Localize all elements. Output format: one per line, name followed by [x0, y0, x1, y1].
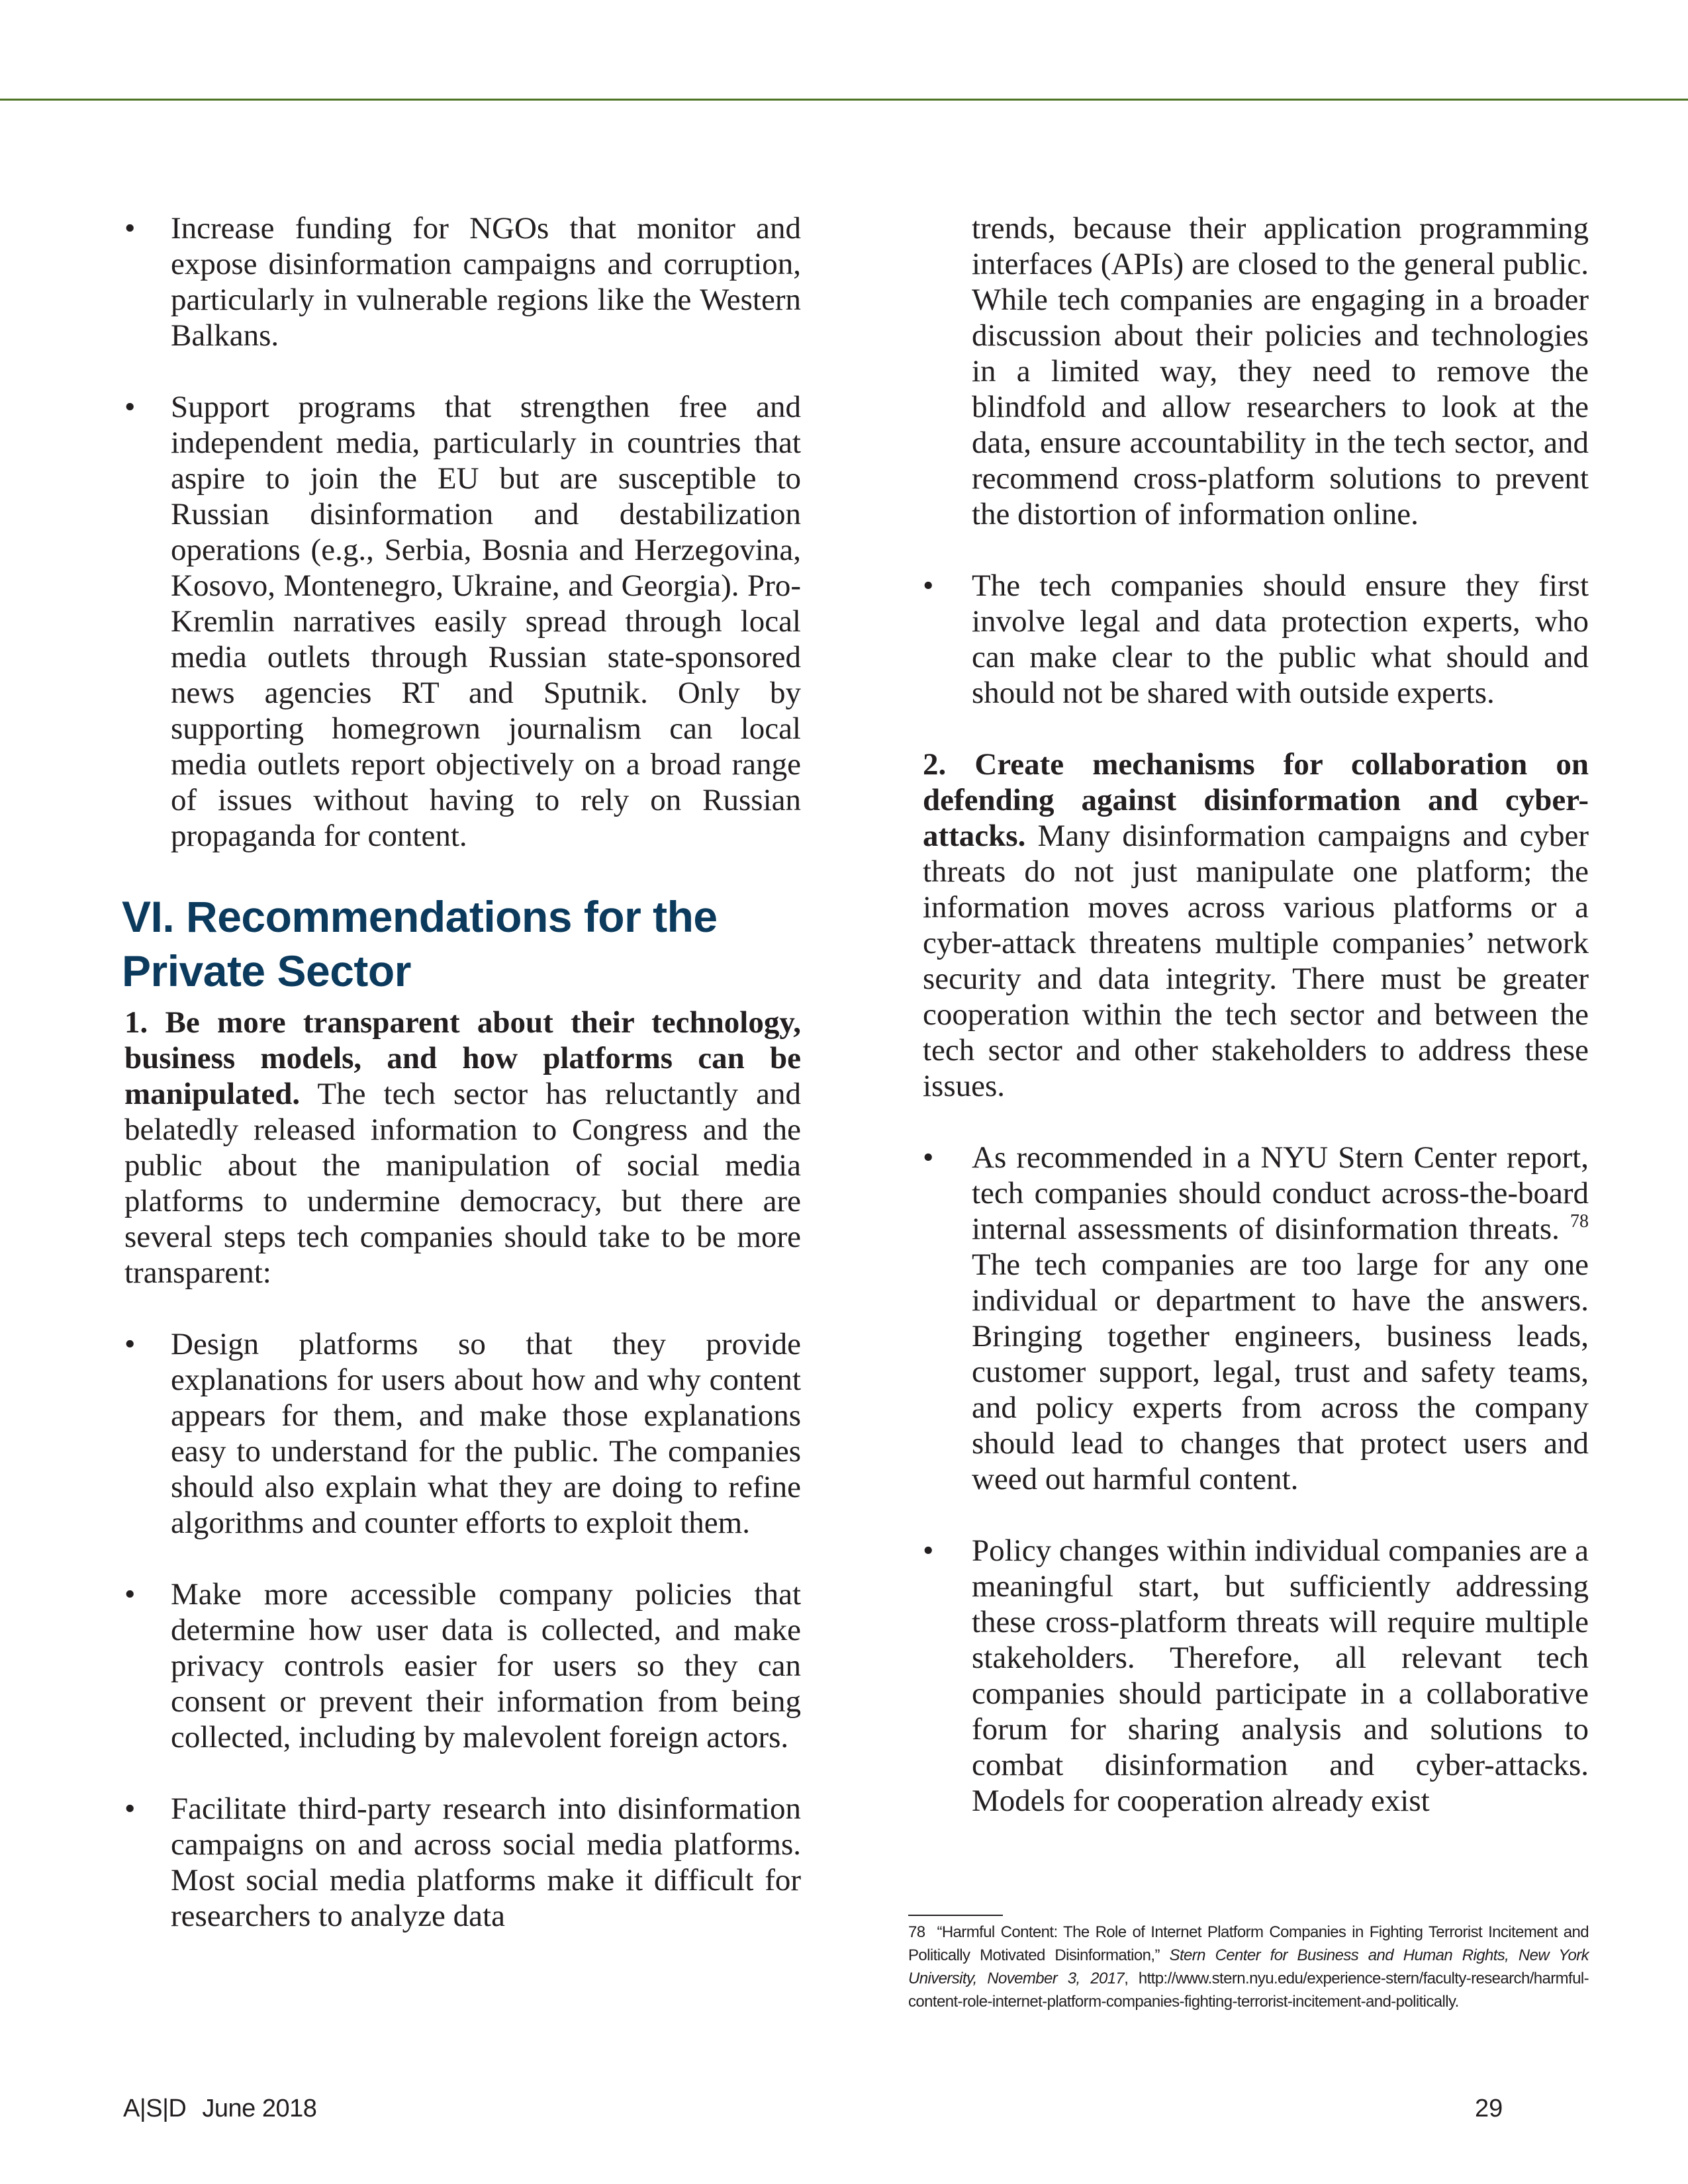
bullet-icon: •	[124, 1792, 136, 1826]
left-column	[124, 210, 801, 1970]
recommendation-2-body: Many disinformation campaigns and cyber threats do not just manipulate one platform; the information moves across various platforms or a cyber-attack threatens multiple companies’ network security and data integrity. There must be greater cooperation within the tech sector and between the tech sector and other stakeholders to address these issues.	[923, 819, 1589, 1103]
bullet-icon: •	[923, 569, 934, 603]
bullet-icon: •	[124, 390, 136, 424]
list-item	[124, 1791, 801, 1934]
footer-date: June 2018	[202, 2095, 317, 2122]
list-item	[923, 1533, 1589, 1819]
header-rule	[0, 99, 1688, 101]
list-item-text-part: The tech companies are too large for any one individual or department to have the answers. Bringing together engineers, business leads, customer support, legal, trust and safety teams, and policy experts from across the company should lead to changes that protect users and weed out harmful content.	[972, 1248, 1589, 1496]
recommendation-1-title: 1. Be more transparent about their technology, business models, and how platforms can be manipulated.	[124, 1005, 801, 1111]
right-column	[923, 210, 1589, 1854]
list-item-text: Policy changes within individual companies are a meaningful start, but sufficiently addressing these cross-platform threats will require multiple stakeholders. Therefore, all relevant tech companies should participate in a collaborative forum for sharing analysis and solutions to combat disinformation and cyber-attacks. Models for cooperation already exist	[972, 1533, 1589, 1818]
footnote-reference[interactable]: 78	[1570, 1211, 1589, 1232]
list-item	[923, 1140, 1589, 1497]
list-item-text: Facilitate third-party research into disinformation campaigns on and across social media platforms. Most social media platforms make it difficult for researchers to analyze data	[171, 1792, 801, 1933]
list-item	[923, 568, 1589, 711]
footnote-78	[908, 1921, 1589, 2013]
footnote-source: Stern Center for Business and Human Rights, New York University, November 3, 2017	[908, 1946, 1589, 1987]
footer-left	[123, 2095, 316, 2123]
section-heading	[122, 889, 801, 998]
section-heading-line: Private Sector	[122, 946, 411, 995]
list-item-text-part: As recommended in a NYU Stern Center report, tech companies should conduct across-the-board internal assessments of disinformation threats.	[972, 1140, 1589, 1246]
list-item-text: Support programs that strengthen free and independent media, particularly in countries that aspire to join the EU but are susceptible to Russian disinformation and destabilization operations (e.g., Serbia, Bosnia and Herzegovina, Kosovo, Montenegro, Ukraine, and Georgia). Pro-Kremlin narratives easily spread through local media outlets through Russian state-sponsored news agencies RT and Sputnik. Only by supporting homegrown journalism can local media outlets report objectively on a broad range of issues without having to rely on Russian propaganda for content.	[171, 390, 801, 853]
recommendation-2-title: 2. Create mechanisms for collaboration on defending against disinformation and cyber-attacks.	[923, 747, 1589, 853]
bullet-icon: •	[923, 1140, 934, 1175]
bullet-icon: •	[124, 1577, 136, 1612]
list-item-text	[972, 1140, 1589, 1496]
list-item-text: The tech companies should ensure they first involve legal and data protection experts, who can make clear to the public what should and should not be shared with outside experts.	[972, 569, 1589, 710]
bullet-icon: •	[124, 1327, 136, 1361]
recommendation-2	[923, 747, 1589, 1104]
recommendation-1	[124, 1005, 801, 1291]
footnote-url[interactable]: , http://www.stern.nyu.edu/experience-stern/faculty-research/harmful-content-role-internet-platform-companies-fighting-terrorist-incitement-and-politically.	[908, 1970, 1589, 2011]
list-item	[124, 1326, 801, 1541]
list-item-text: Make more accessible company policies that determine how user data is collected, and make privacy controls easier for users so they can consent or prevent their information from being collected, including by malevolent foreign actors.	[171, 1577, 801, 1754]
footnote-title: “Harmful Content: The Role of Internet Platform Companies in Fighting Terrorist Incitement and Politically Motivated Disinformation,”	[908, 1923, 1589, 1964]
list-item-text: Design platforms so that they provide explanations for users about how and why content appears for them, and make those explanations easy to understand for the public. The companies should also explain what they are doing to refine algorithms and counter efforts to exploit them.	[171, 1327, 801, 1540]
org-logo-text: A|S|D	[123, 2095, 187, 2122]
bullet-icon: •	[923, 1533, 934, 1568]
footnote-divider	[908, 1915, 1003, 1916]
list-item-text: Increase funding for NGOs that monitor and expose disinformation campaigns and corruption, particularly in vulnerable regions like the Western Balkans.	[171, 211, 801, 353]
page-number: 29	[1475, 2095, 1503, 2122]
footnote-number: 78	[908, 1923, 925, 1941]
bullet-continuation: trends, because their application programming interfaces (APIs) are closed to the general public. While tech companies are engaging in a broader discussion about their policies and technologies in a limited way, they need to remove the blindfold and allow researchers to look at the data, ensure accountability in the tech sector, and recommend cross-platform solutions to prevent the distortion of information online.	[972, 211, 1589, 531]
recommendation-1-body: The tech sector has reluctantly and belatedly released information to Congress and the public about the manipulation of social media platforms to undermine democracy, but there are several steps tech companies should take to be more transparent:	[124, 1077, 801, 1290]
list-item	[124, 210, 801, 353]
bullet-icon: •	[124, 211, 136, 246]
list-item	[124, 1576, 801, 1755]
section-heading-line: VI. Recommendations for the	[122, 892, 718, 941]
list-item	[124, 389, 801, 854]
